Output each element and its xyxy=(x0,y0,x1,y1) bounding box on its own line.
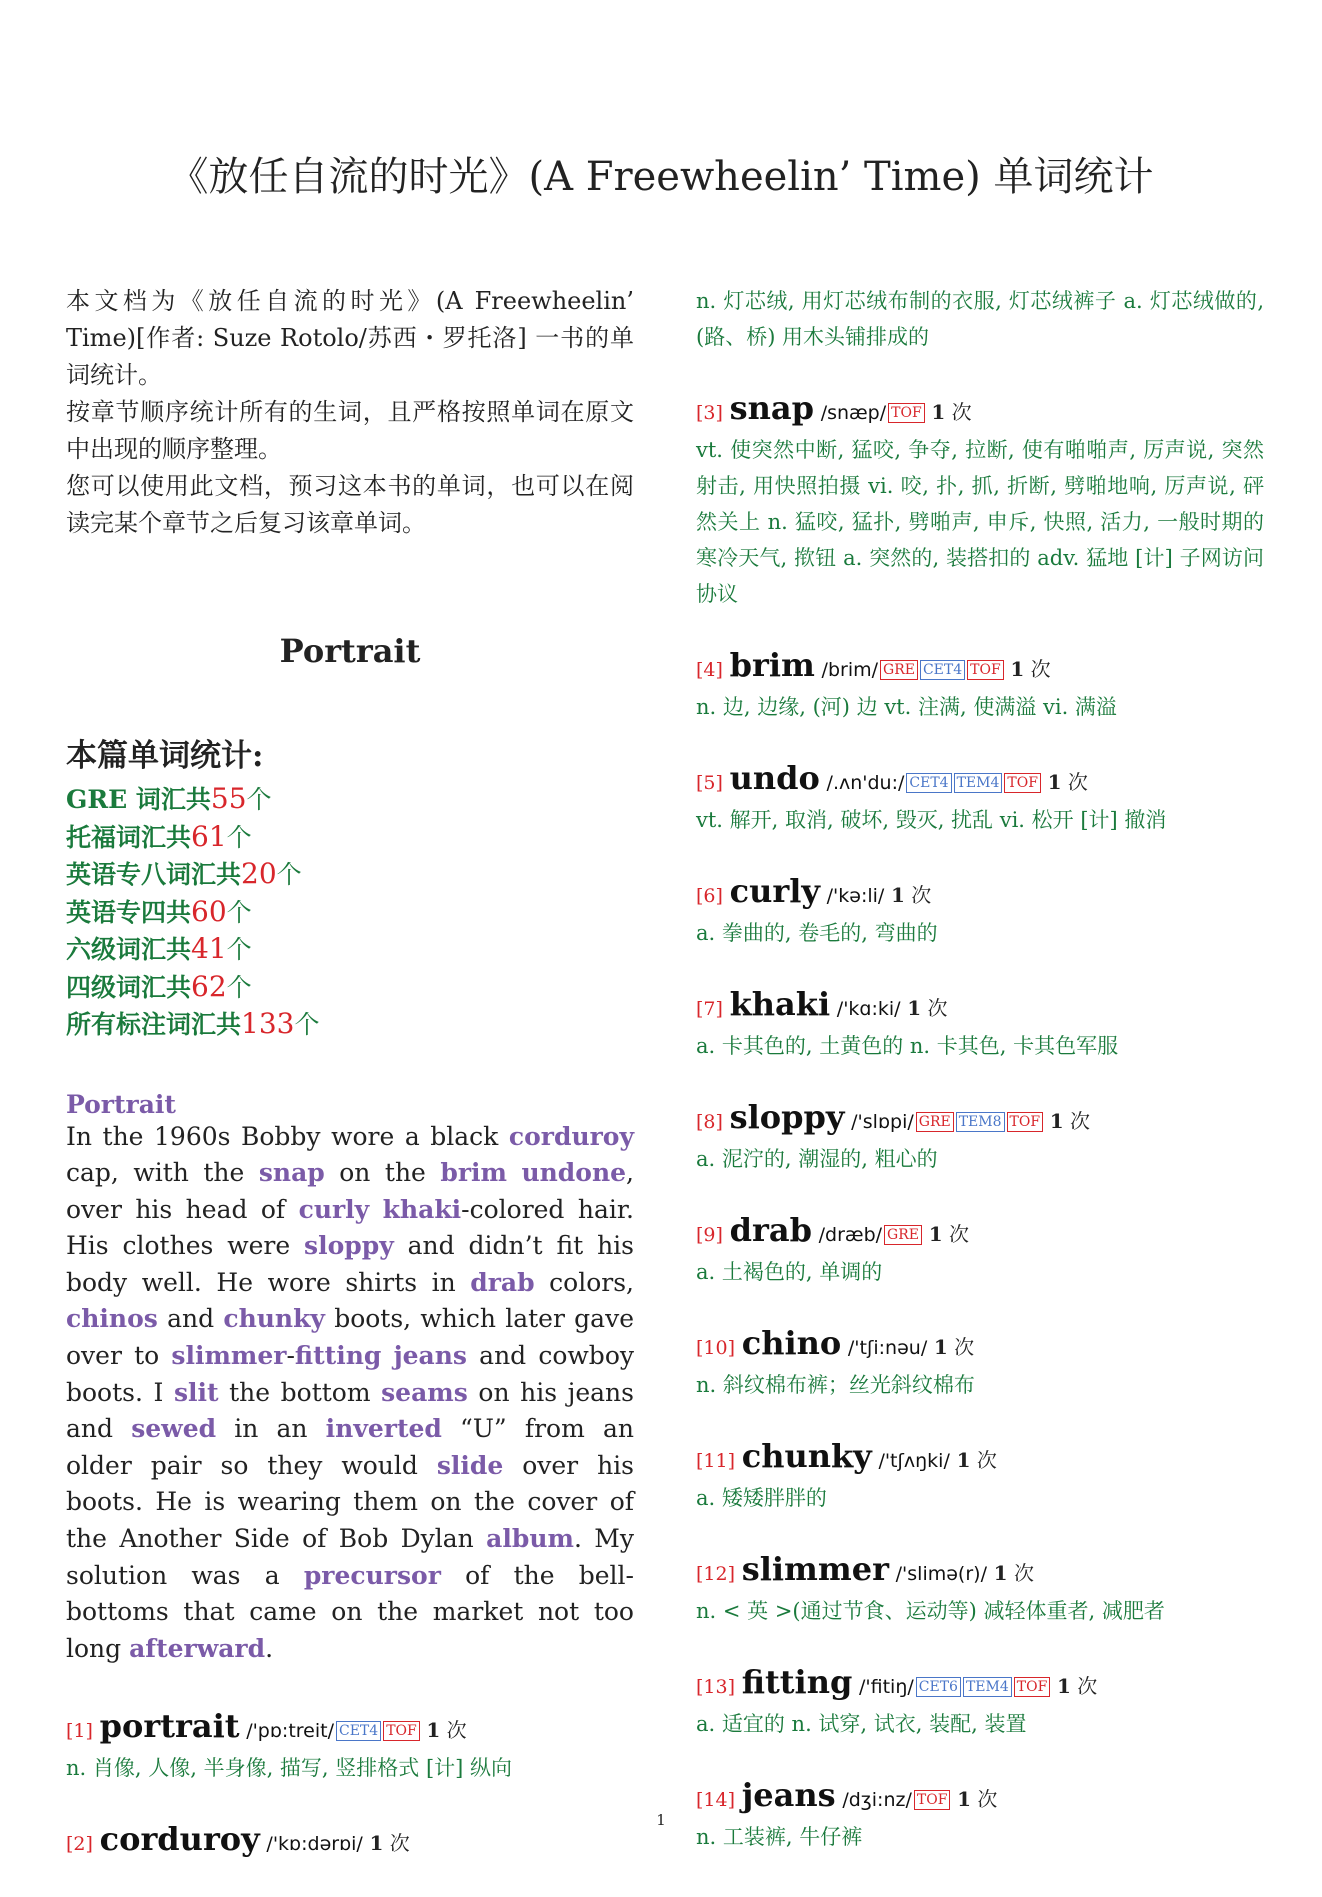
entry-word: corduroy xyxy=(99,1820,260,1859)
entry-count xyxy=(1010,657,1050,681)
stat-unit: 个 xyxy=(246,785,272,814)
stat-line xyxy=(66,1006,634,1044)
entry-header xyxy=(696,1098,1264,1141)
stat-unit: 个 xyxy=(226,822,252,852)
entry-count-number: 1 xyxy=(931,400,946,424)
entry-header xyxy=(696,646,1264,689)
stats-list xyxy=(66,781,634,1044)
highlighted-word: slide xyxy=(436,1450,504,1480)
entry-count-suffix: 次 xyxy=(440,1718,467,1743)
entry-word: portrait xyxy=(99,1707,240,1746)
entry-count-number: 1 xyxy=(1010,657,1025,681)
vocab-entry xyxy=(696,389,1264,612)
exam-tag: GRE xyxy=(880,660,918,680)
entry-count xyxy=(931,400,971,424)
entry-count xyxy=(1048,770,1088,794)
entry-word: chunky xyxy=(741,1437,872,1475)
entry-definition: n. 边, 边缘, (河) 边 vt. 注满, 使满溢 vi. 满溢 xyxy=(696,695,1117,719)
exam-tag: TOF xyxy=(1014,1677,1051,1697)
highlighted-word: khaki xyxy=(382,1194,462,1224)
vocab-entry xyxy=(696,1324,1264,1403)
entry-definition: n. 斜纹棉布裤；丝光斜纹棉布 xyxy=(696,1373,975,1397)
exam-tag: TOF xyxy=(383,1721,420,1741)
entry-index: [6] xyxy=(696,885,723,907)
page-number: 1 xyxy=(656,1811,666,1829)
highlighted-word: inverted xyxy=(325,1414,442,1444)
vocab-list-right xyxy=(696,389,1264,1855)
entry-word: slimmer xyxy=(741,1550,889,1588)
highlighted-word: jeans xyxy=(393,1341,467,1371)
entry-header xyxy=(696,389,1264,432)
entry-count-number: 1 xyxy=(933,1335,948,1359)
left-column xyxy=(66,283,634,1897)
entry-word: sloppy xyxy=(729,1098,845,1136)
highlighted-word: album xyxy=(486,1524,574,1554)
exam-tag: GRE xyxy=(916,1112,954,1132)
entry-count-number: 1 xyxy=(1057,1674,1071,1698)
entry-count xyxy=(891,883,931,907)
vocab-entry xyxy=(696,1437,1264,1516)
entry-word: fitting xyxy=(741,1663,853,1701)
entry-definition: n. 肖像, 人像, 半身像, 描写, 竖排格式 [计] 纵向 xyxy=(66,1756,513,1781)
entry-count-number: 1 xyxy=(956,1448,971,1472)
entry-definition: a. 泥泞的, 潮湿的, 粗心的 xyxy=(696,1147,938,1171)
entry-count-suffix: 次 xyxy=(942,1222,969,1246)
entry-phonetic: /'kɑ:ki/ xyxy=(836,998,901,1020)
stat-unit: 个 xyxy=(226,935,252,964)
entry-count xyxy=(1050,1109,1090,1133)
entry-definition: a. 矮矮胖胖的 xyxy=(696,1486,827,1510)
stat-count: 62 xyxy=(191,969,227,1003)
page-title: 《放任自流的时光》(A Freewheelin’ Time) 单词统计 xyxy=(168,154,1154,200)
entry-phonetic: /snæp/ xyxy=(820,402,887,424)
vocab-entry xyxy=(696,759,1264,838)
exam-tag: CET6 xyxy=(916,1677,961,1697)
entry-count xyxy=(994,1561,1034,1585)
entry-count-number: 1 xyxy=(426,1718,441,1743)
stat-unit: 个 xyxy=(226,897,252,927)
entry-count-suffix: 次 xyxy=(1070,1674,1098,1698)
entry-word: brim xyxy=(729,646,815,684)
entry-word: khaki xyxy=(729,985,831,1023)
entry-phonetic: /.ʌn'du:/ xyxy=(826,772,905,794)
vocab-entry xyxy=(696,1550,1264,1629)
highlighted-word: seams xyxy=(381,1377,468,1407)
entry-count xyxy=(934,1335,974,1359)
entry-word: curly xyxy=(729,872,820,910)
highlighted-word: brim xyxy=(440,1158,507,1188)
entry-definition: a. 适宜的 n. 试穿, 试衣, 装配, 装置 xyxy=(696,1712,1027,1736)
entry-phonetic: /'kə:li/ xyxy=(826,885,885,907)
entry-count-number: 1 xyxy=(1049,1109,1064,1133)
entry-count-number: 1 xyxy=(993,1561,1008,1585)
entry-phonetic: /'slimə(r)/ xyxy=(895,1563,987,1585)
stat-line xyxy=(66,819,634,857)
entry-index: [10] xyxy=(696,1337,736,1359)
entry-count-suffix: 次 xyxy=(1024,657,1051,681)
stat-count: 133 xyxy=(241,1007,295,1040)
highlighted-word: slimmer xyxy=(171,1341,287,1371)
entry-phonetic: /'fitiŋ/ xyxy=(859,1676,914,1698)
stat-label: 六级词汇共 xyxy=(66,935,192,964)
entry-index: [13] xyxy=(696,1676,736,1698)
exam-tag: TOF xyxy=(1007,1112,1044,1132)
entry-definition: a. 卡其色的, 土黄色的 n. 卡其色, 卡其色军服 xyxy=(696,1034,1119,1058)
entry-word: undo xyxy=(729,759,820,797)
entry-count xyxy=(957,1448,997,1472)
stat-label: 英语专四共 xyxy=(66,897,192,927)
stat-unit: 个 xyxy=(276,860,302,889)
vocab-entry xyxy=(696,1211,1264,1290)
vocab-entry xyxy=(696,1663,1264,1742)
entry-definition: a. 拳曲的, 卷毛的, 弯曲的 xyxy=(696,921,938,945)
entry-word: jeans xyxy=(741,1776,836,1814)
exam-tag: TEM4 xyxy=(963,1677,1012,1697)
stat-count: 61 xyxy=(191,819,227,853)
stat-label: 四级词汇共 xyxy=(66,972,192,1002)
entry-phonetic: /'tʃʌŋki/ xyxy=(878,1450,950,1472)
entry-count xyxy=(957,1787,997,1811)
intro-paragraph: 按章节顺序统计所有的生词，且严格按照单词在原文中出现的顺序整理。 xyxy=(66,398,634,463)
highlighted-word: sewed xyxy=(131,1414,217,1444)
stat-count: 20 xyxy=(241,857,277,890)
stat-label: 所有标注词汇共 xyxy=(66,1010,242,1039)
stat-label: 托福词汇共 xyxy=(66,822,192,852)
entry-phonetic: /'pɒ:treit/ xyxy=(246,1720,334,1743)
vocab-entry xyxy=(66,1707,634,1786)
entry-count-suffix: 次 xyxy=(1007,1561,1034,1585)
entry-header xyxy=(66,1707,634,1750)
entry-phonetic: /brim/ xyxy=(821,659,879,681)
entry-header xyxy=(696,1324,1264,1367)
exam-tag: TOF xyxy=(888,403,925,423)
exam-tag: TOF xyxy=(1004,773,1041,793)
entry-word: snap xyxy=(729,389,814,427)
stat-unit: 个 xyxy=(226,972,252,1002)
entry-phonetic: /'tʃi:nəu/ xyxy=(847,1337,928,1359)
entry-count-number: 1 xyxy=(957,1787,972,1811)
entry-definition: n. < 英 >(通过节食、运动等) 减轻体重者, 减肥者 xyxy=(696,1599,1165,1623)
stat-count: 60 xyxy=(191,894,227,928)
entry-definition: n. 工装裤, 牛仔裤 xyxy=(696,1825,863,1849)
entry-count-suffix: 次 xyxy=(904,883,932,907)
entry-count xyxy=(907,996,947,1020)
exam-tag: TEM4 xyxy=(954,773,1003,793)
right-column xyxy=(696,283,1264,1889)
highlighted-word: undone xyxy=(521,1158,627,1188)
exam-tag: TOF xyxy=(914,1790,951,1810)
intro-paragraph: 您可以使用此文档，预习这本书的单词，也可以在阅读完某个章节之后复习该章单词。 xyxy=(66,472,634,537)
intro-paragraph: 本文档为《放任自流的时光》(A Freewheelin’ Time)[作者: Suze Rotolo/苏西・罗托洛] 一书的单词统计。 xyxy=(66,287,634,389)
highlighted-word: afterward xyxy=(129,1633,266,1663)
entry-header xyxy=(696,872,1264,915)
stat-unit: 个 xyxy=(294,1010,320,1039)
exam-tag: CET4 xyxy=(920,660,965,680)
entry-count-suffix: 次 xyxy=(1061,770,1088,794)
entry-phonetic: /'slɒpi/ xyxy=(851,1111,914,1133)
stat-label: 英语专八词汇共 xyxy=(66,860,242,889)
entry-count-suffix: 次 xyxy=(947,1335,975,1359)
entry-index: [9] xyxy=(696,1224,723,1246)
vocab-entry xyxy=(696,872,1264,951)
entry-count-suffix: 次 xyxy=(970,1448,997,1472)
intro xyxy=(66,283,634,542)
entry-count-suffix: 次 xyxy=(921,996,948,1020)
stat-line xyxy=(66,856,634,894)
vocab-list-left xyxy=(66,1707,634,1863)
exam-tag: CET4 xyxy=(906,773,951,793)
highlighted-word: snap xyxy=(258,1158,325,1188)
entry-index: [12] xyxy=(696,1563,736,1585)
entry-count-number: 1 xyxy=(1047,770,1062,794)
highlighted-word: curly xyxy=(298,1194,370,1224)
exam-tag: GRE xyxy=(884,1225,922,1245)
highlighted-word: sloppy xyxy=(304,1231,394,1261)
exam-tag: TEM8 xyxy=(956,1112,1005,1132)
stat-line xyxy=(66,781,634,819)
stat-count: 41 xyxy=(191,932,227,965)
highlighted-word: slit xyxy=(173,1377,219,1407)
entry-count xyxy=(426,1718,466,1742)
entry-count-suffix: 次 xyxy=(971,1787,998,1811)
entry-header xyxy=(696,759,1264,802)
entry-count xyxy=(1057,1674,1097,1698)
highlighted-word: precursor xyxy=(303,1560,441,1590)
entry-header xyxy=(696,1437,1264,1480)
entry-count-suffix: 次 xyxy=(1063,1109,1091,1133)
entry-index: [14] xyxy=(696,1789,736,1811)
stat-line xyxy=(66,931,634,969)
entry-count-number: 1 xyxy=(891,883,905,907)
highlighted-word: drab xyxy=(470,1267,535,1297)
entry-header xyxy=(696,1550,1264,1593)
stat-label: GRE 词汇共 xyxy=(66,785,211,814)
entry-index: [7] xyxy=(696,998,723,1020)
entry-definition: vt. 解开, 取消, 破坏, 毁灭, 扰乱 vi. 松开 [计] 撤消 xyxy=(696,808,1167,832)
entry-count-number: 1 xyxy=(928,1222,943,1246)
stats-heading: 本篇单词统计: xyxy=(66,738,264,774)
entry-phonetic: /dʒi:nz/ xyxy=(842,1789,912,1811)
entry-definition: a. 土褐色的, 单调的 xyxy=(696,1260,883,1284)
entry-index: [4] xyxy=(696,659,723,681)
vocab-entry xyxy=(696,1098,1264,1177)
entry-index: [3] xyxy=(696,402,723,424)
entry-count-suffix: 次 xyxy=(383,1831,410,1856)
highlighted-word: fitting xyxy=(294,1341,382,1371)
stat-line xyxy=(66,894,634,932)
highlighted-word: chunky xyxy=(223,1304,325,1334)
passage-heading: Portrait xyxy=(66,1089,176,1119)
stat-count: 55 xyxy=(210,782,247,815)
entry-count xyxy=(370,1831,410,1855)
highlighted-word: corduroy xyxy=(508,1121,634,1151)
entry-count xyxy=(929,1222,969,1246)
exam-tag: TOF xyxy=(967,660,1004,680)
entry-header xyxy=(696,1663,1264,1706)
entry-word: chino xyxy=(741,1324,842,1362)
entry-header xyxy=(696,985,1264,1028)
entry-index: [1] xyxy=(66,1720,93,1743)
vocab-entry xyxy=(696,646,1264,725)
entry-header xyxy=(696,1211,1264,1254)
entry-definition-continued: n. 灯芯绒, 用灯芯绒布制的衣服, 灯芯绒裤子 a. 灯芯绒做的, (路、桥) 用木头铺排成的 xyxy=(696,289,1264,349)
entry-count-number: 1 xyxy=(907,996,922,1020)
entry-phonetic: /dræb/ xyxy=(818,1224,883,1246)
entry-index: [8] xyxy=(696,1111,723,1133)
highlighted-word: chinos xyxy=(66,1304,158,1334)
entry-index: [5] xyxy=(696,772,723,794)
entry-count-number: 1 xyxy=(369,1831,384,1856)
entry-word: drab xyxy=(729,1211,812,1249)
vocab-entry xyxy=(696,985,1264,1064)
passage-text: In the 1960s Bobby wore a black corduroy cap, with the snap on the brim undone, over his head of curly khaki-colored hair. His clothes were sloppy and didn’t fit his body well. He wore shirts in drab colors, chinos and chunky boots, which later gave over to slimmer-fitting jeans and cowboy boots. I slit the bottom seams on his jeans and sewed in an inverted “U” from an older pair so they would slide over his boots. He is wearing them on the cover of the Another Side of Bob Dylan album. My solution was a precursor of the bell-bottoms that came on the market not too long afterward. xyxy=(66,1121,635,1663)
chapter-heading: Portrait xyxy=(279,632,421,670)
entry-index: [2] xyxy=(66,1833,93,1856)
entry-definition: vt. 使突然中断, 猛咬, 争夺, 拉断, 使有啪啪声, 厉声说, 突然射击, 用快照拍摄 vi. 咬, 扑, 抓, 折断, 劈啪地响, 厉声说, 砰然关上 n. 猛咬, 猛扑, 劈啪声, 申斥, 快照, 活力, 一般时期的寒冷天气, 揿钮 a. 突然的, 装搭扣的 adv. 猛地 [计] 子网访问协议 xyxy=(696,438,1264,606)
stat-line xyxy=(66,969,634,1007)
entry-phonetic: /'kɒ:dərɒi/ xyxy=(266,1833,363,1856)
entry-count-suffix: 次 xyxy=(945,400,972,424)
exam-tag: CET4 xyxy=(336,1721,381,1741)
entry-index: [11] xyxy=(696,1450,736,1472)
